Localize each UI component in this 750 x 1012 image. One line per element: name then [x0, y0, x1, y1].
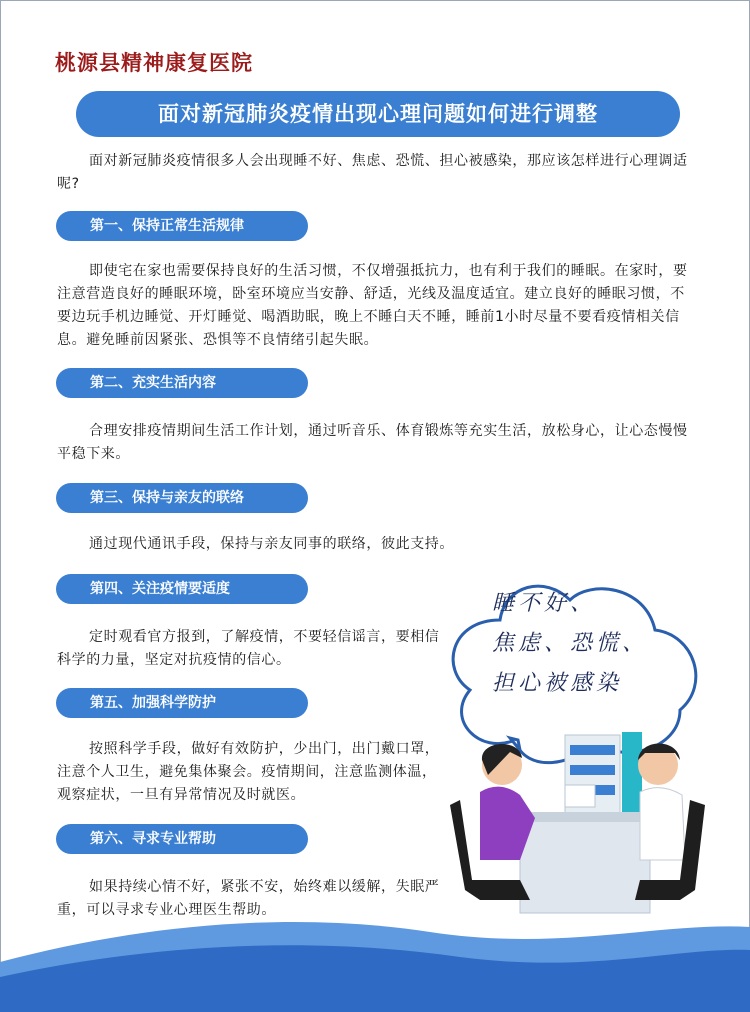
bubble-line-3: 担心被感染	[492, 671, 623, 696]
section-4-heading: 第四、关注疫情要适度	[56, 574, 308, 604]
intro-paragraph: 面对新冠肺炎疫情很多人会出现睡不好、焦虑、恐慌、担心被感染，那应该怎样进行心理调适呢?	[57, 153, 688, 192]
section-3-body: 通过现代通讯手段，保持与亲友同事的联络，彼此支持。	[89, 536, 454, 552]
cabinet-side	[622, 732, 642, 812]
section-6-body: 如果持续心情不好，紧张不安，始终难以缓解，失眠严重，可以寻求专业心理医生帮助。	[57, 879, 440, 918]
papers	[565, 785, 595, 807]
bubble-line-2: 焦虑、恐慌、	[492, 631, 649, 656]
hospital-name: 桃源县精神康复医院	[55, 51, 253, 75]
desk	[520, 818, 650, 913]
bubble-line-1: 睡不好、	[492, 591, 597, 616]
doctor-coat	[640, 788, 685, 860]
section-4-body: 定时观看官方报到，了解疫情，不要轻信谣言，要相信科学的力量，坚定对抗疫情的信心。	[57, 629, 440, 668]
section-2-heading: 第二、充实生活内容	[56, 368, 308, 398]
section-5-heading: 第五、加强科学防护	[56, 688, 308, 718]
section-3-heading: 第三、保持与亲友的联络	[56, 483, 308, 513]
section-1-body: 即使宅在家也需要保持良好的生活习惯，不仅增强抵抗力，也有利于我们的睡眠。在家时，要注意营造良好的睡眠环境，卧室环境应当安静、舒适，光线及温度适宜。建立良好的睡眠习惯，不要边玩手机边睡觉、开灯睡觉、喝酒助眠，晚上不睡白天不睡，睡前1小时尽量不要看疫情相关信息。避免睡前因紧张、恐惧等不良情绪引起失眠。	[57, 263, 688, 348]
bottom-wave	[0, 902, 750, 1012]
section-1-heading: 第一、保持正常生活规律	[56, 211, 308, 241]
section-2-body: 合理安排疫情期间生活工作计划，通过听音乐、体育锻炼等充实生活，放松身心，让心态慢慢平稳下来。	[57, 423, 688, 462]
section-5-body: 按照科学手段，做好有效防护，少出门，出门戴口罩，注意个人卫生，避免集体聚会。疫情期间，注意监测体温，观察症状，一旦有异常情况及时就医。	[57, 741, 440, 803]
section-6-heading: 第六、寻求专业帮助	[56, 824, 308, 854]
poster-title: 面对新冠肺炎疫情出现心理问题如何进行调整	[76, 91, 680, 137]
